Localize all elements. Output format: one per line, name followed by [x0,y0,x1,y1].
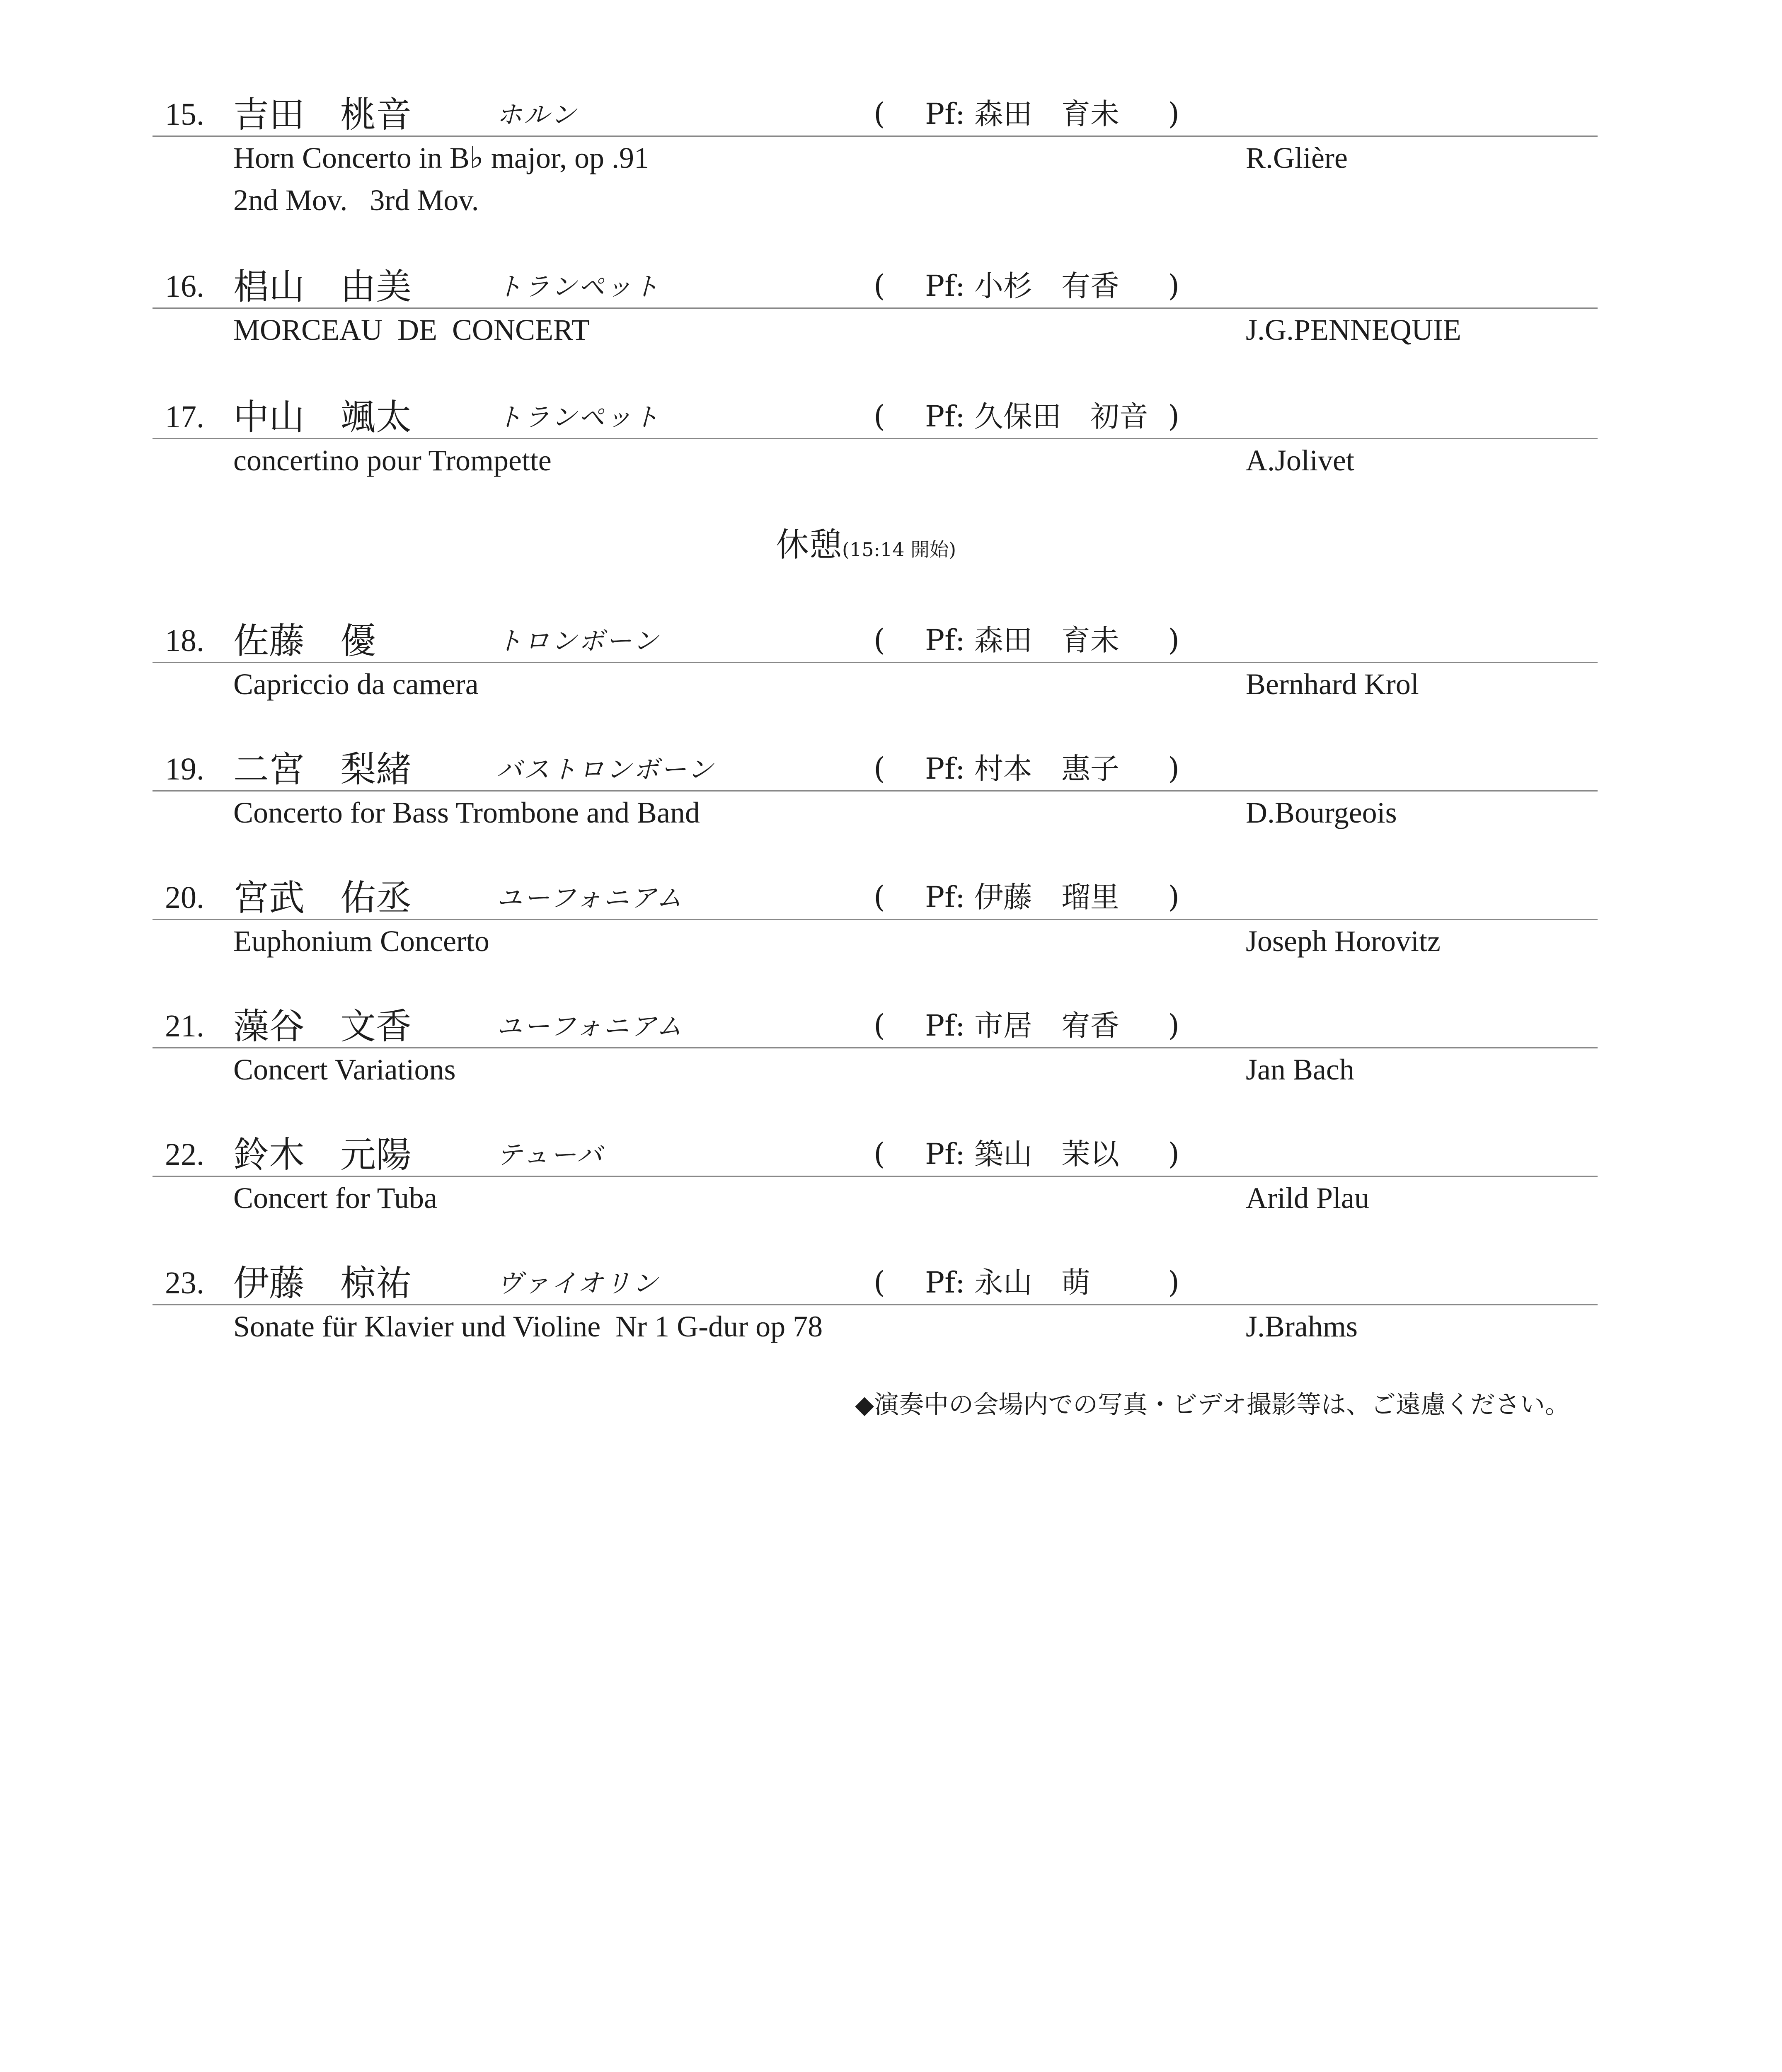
performer-name: 鈴木 元陽 [233,1134,412,1176]
pianist: Pf: 小杉 有香 [925,269,1119,303]
entry-header [153,1131,1598,1177]
paren-close: ) [1168,622,1180,657]
performer-name: 中山 颯太 [233,397,412,438]
pianist: Pf: 永山 萌 [925,1266,1090,1300]
performer-name: 藻谷 文香 [233,1006,412,1047]
entry-header [153,617,1598,663]
entry-number: 23. [165,1266,204,1300]
composer: Joseph Horovitz [1246,925,1441,958]
performer-name: 宮武 佑丞 [233,877,412,919]
entry-header [153,874,1598,920]
paren-open: ( [874,622,886,657]
composer: D.Bourgeois [1246,796,1397,829]
instrument: ユーフォニアム [496,1011,684,1041]
program-entry [153,746,1598,834]
composer: J.Brahms [1246,1310,1358,1343]
paren-open: ( [874,751,886,786]
instrument: ユーフォニアム [496,883,684,913]
pianist: Pf: 伊藤 瑠里 [925,880,1119,914]
paren-open: ( [874,268,886,303]
composer: A.Jolivet [1246,444,1354,477]
performer-name: 椙山 由美 [233,266,412,307]
paren-close: ) [1168,399,1180,433]
entry-header [153,1003,1598,1048]
entry-header [153,746,1598,792]
pianist: Pf: 森田 育未 [925,623,1119,657]
program-entry [153,617,1598,705]
program-entry [153,1003,1598,1091]
entry-number: 22. [165,1137,204,1172]
entry-number: 17. [165,399,204,434]
work-title: Euphonium Concerto [233,925,489,958]
work-title: Concert for Tuba [233,1181,437,1215]
intermission-text: 休憩 [776,525,842,564]
paren-open: ( [874,1008,886,1043]
paren-open: ( [874,1265,886,1300]
paren-open: ( [874,399,886,433]
instrument: トロンボーン [496,626,660,656]
paren-close: ) [1168,879,1180,914]
paren-close: ) [1168,1265,1180,1300]
entry-number: 19. [165,752,204,787]
performer-name: 佐藤 優 [233,620,376,662]
instrument: バストロンボーン [496,754,715,784]
entry-number: 15. [165,97,204,132]
entry-number: 16. [165,269,204,304]
paren-close: ) [1168,751,1180,786]
instrument: ヴァイオリン [496,1268,660,1298]
intermission-time: (15:14 開始) [842,538,956,561]
work-title: Horn Concerto in B♭ major, op .91 [233,141,649,174]
entry-number: 20. [165,880,204,915]
pianist: Pf: 村本 惠子 [925,752,1119,786]
work-title: MORCEAU DE CONCERT [233,313,590,346]
pianist: Pf: 市居 宥香 [925,1009,1119,1043]
intermission-label [776,525,956,564]
paren-close: ) [1168,268,1180,303]
performer-name: 伊藤 椋祐 [233,1263,412,1304]
performer-name: 吉田 桃音 [233,94,412,136]
paren-open: ( [874,879,886,914]
instrument: トランペット [496,271,661,302]
work-title: Capriccio da camera [233,668,479,701]
entry-number: 21. [165,1009,204,1043]
entry-header [153,394,1598,439]
composer: R.Glière [1246,141,1348,174]
program-entry [153,874,1598,962]
program-entry [153,394,1598,482]
instrument: トランペット [496,402,661,432]
paren-close: ) [1168,96,1180,131]
pianist: Pf: 築山 茉以 [925,1137,1119,1171]
entry-header [153,1260,1598,1305]
pianist: Pf: 久保田 初音 [925,399,1148,433]
entry-header [153,91,1598,137]
composer: Bernhard Krol [1246,668,1419,701]
composer: Arild Plau [1246,1181,1369,1215]
composer: Jan Bach [1246,1053,1354,1086]
composer: J.G.PENNEQUIE [1246,313,1461,346]
program-entry [153,1260,1598,1348]
work-title: Sonate für Klavier und Violine Nr 1 G-dur op 78 [233,1310,823,1343]
paren-close: ) [1168,1136,1180,1171]
performer-name: 二宮 梨緒 [233,749,412,790]
paren-open: ( [874,96,886,131]
program-entry [153,1131,1598,1219]
instrument: ホルン [496,99,578,130]
program-entry [153,263,1598,351]
entry-number: 18. [165,623,204,658]
photography-notice: ◆演奏中の会場内での写真・ビデオ撮影等は、ご遠慮ください。 [855,1390,1570,1419]
paren-close: ) [1168,1008,1180,1043]
instrument: テューバ [496,1140,604,1170]
work-title: Concerto for Bass Trombone and Band [233,796,700,829]
paren-open: ( [874,1136,886,1171]
work-title: concertino pour Trompette [233,444,552,477]
work-movements: 2nd Mov. 3rd Mov. [233,184,479,217]
entry-header [153,263,1598,309]
work-title: Concert Variations [233,1053,456,1086]
pianist: Pf: 森田 育未 [925,97,1119,131]
program-entry [153,91,1598,221]
